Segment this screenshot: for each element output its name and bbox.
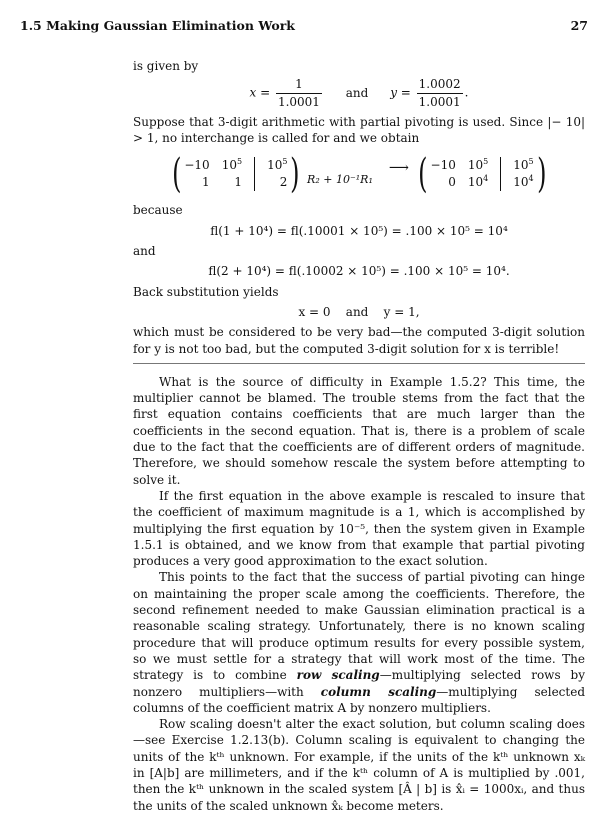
- y-numerator: 1.0002: [417, 76, 463, 93]
- x-lhs: x =: [249, 85, 271, 100]
- y-fraction: [417, 76, 463, 110]
- section-title: 1.5 Making Gaussian Elimination Work: [20, 18, 295, 33]
- augment-bar: [254, 157, 255, 191]
- x-denominator: 1.0001: [277, 94, 320, 109]
- solution-equation: [133, 76, 585, 110]
- matrix-cell: $10^5$: [221, 157, 243, 173]
- and-word: and: [345, 85, 369, 100]
- matrix-cell: 1: [202, 175, 210, 190]
- matrix-reduction: [133, 151, 585, 198]
- paragraph-scale-problem: What is the source of difficulty in Example 1.5.2? This time, the multiplier cannot be blamed. The trouble stems from the fact that the first equation contains coefficients that are much larger than the coefficients in the second equation. That is, there is a problem of scale due to the fact that the coefficients are of different orders of magnitude. Therefore, we should somehow rescale the system before attempting to solve it.: [133, 374, 585, 487]
- and-text: and: [133, 244, 156, 259]
- left-paren: (: [171, 151, 182, 198]
- float-equation-2: fl(2 + 10⁴) = fl(.10002 × 10⁵) = .100 × 10⁵ = 10⁴.: [208, 264, 510, 279]
- matrix-cell: 1: [234, 175, 243, 190]
- matrix-cell: −10: [184, 158, 210, 173]
- left-paren: (: [418, 151, 428, 198]
- arrow-icon: ⟶: [388, 160, 409, 177]
- paragraph-scaling-strategy: This points to the fact that the success of partial pivoting can hinge on maintaining the proper scale among the coefficients. Therefore, the second refinement needed to make Gaussian elimination practical is a reasonable scaling strategy. Unfortunately, there is no known scaling procedure that will produce optimum results for every possible system, so we must settle for a strategy that will work most of the time. The strategy is to combine row scaling—multiplying selected rows by nonzero multipliers—with column scaling—multiplying selected columns of the coefficient matrix A by nonzero multipliers.: [133, 570, 585, 715]
- because-text: because: [133, 203, 183, 218]
- y-lhs: y =: [390, 85, 411, 100]
- column-scaling-term: column scaling: [320, 684, 437, 699]
- matrix-cell: $10^4$: [467, 174, 489, 190]
- page-body: [133, 58, 585, 814]
- given-by-text: is given by: [133, 59, 199, 73]
- period: .: [464, 85, 469, 100]
- paragraph-rescale: If the first equation in the above example is rescaled to insure that the coefficient of maximum magnitude is a 1, which is accomplished by multiplying the first equation by 10⁻⁵, then the system given in Example 1.5.1 is obtained, and we know from that example that partial pivoting produces a very good approximation to the exact solution.: [133, 488, 585, 569]
- x-fraction: [276, 76, 322, 110]
- back-substitution-text: Back substitution yields: [133, 284, 279, 299]
- matrix-cell: −10: [430, 158, 456, 173]
- matrix-cell: $10^5$: [267, 157, 288, 173]
- y-denominator: 1.0001: [418, 94, 461, 109]
- matrix-cell: $10^5$: [513, 157, 534, 173]
- row-operation: R₂ + 10⁻¹R₁: [307, 173, 373, 187]
- matrix-cell: 2: [279, 175, 288, 190]
- matrix-cell: $10^5$: [467, 157, 489, 173]
- right-matrix: [415, 151, 549, 198]
- page-header: [20, 18, 588, 36]
- paragraph-column-scaling: Row scaling doesn't alter the exact solution, but column scaling does—see Exercise 1.2.13(b). Column scaling is equivalent to changing the units of the kᵗʰ unknown. For example, if the units of the kᵗʰ unknown xₖ in [A|b] are millimeters, and if the kᵗʰ column of A is multiplied by .001, then the kᵗʰ unknown in the scaled system [Â | b] is x̂ᵢ = 1000xᵢ, and thus the units of the scaled unknown x̂ₖ become meters.: [133, 717, 585, 813]
- row-scaling-term: row scaling: [296, 668, 380, 683]
- float-equation-1: fl(1 + 10⁴) = fl(.10001 × 10⁵) = .100 × 10⁵ = 10⁴: [210, 223, 508, 238]
- matrix-cell: 0: [448, 175, 456, 190]
- matrix-cell: $10^4$: [513, 174, 534, 190]
- section-divider: [133, 363, 585, 364]
- x-numerator: 1: [276, 76, 322, 93]
- pivot-paragraph: Suppose that 3-digit arithmetic with partial pivoting is used. Since |− 10| > 1, no interchange is called for and we obtain: [133, 114, 585, 146]
- left-matrix: [169, 151, 303, 198]
- augment-bar: [500, 157, 501, 191]
- right-paren: ): [536, 151, 547, 198]
- right-paren: ): [290, 151, 300, 198]
- page-number: 27: [570, 18, 588, 33]
- result-equation: x = 0 and y = 1,: [298, 304, 420, 319]
- bad-result-text: which must be considered to be very bad—the computed 3-digit solution for y is not too bad, but the computed 3-digit solution for x is terrible!: [133, 325, 585, 356]
